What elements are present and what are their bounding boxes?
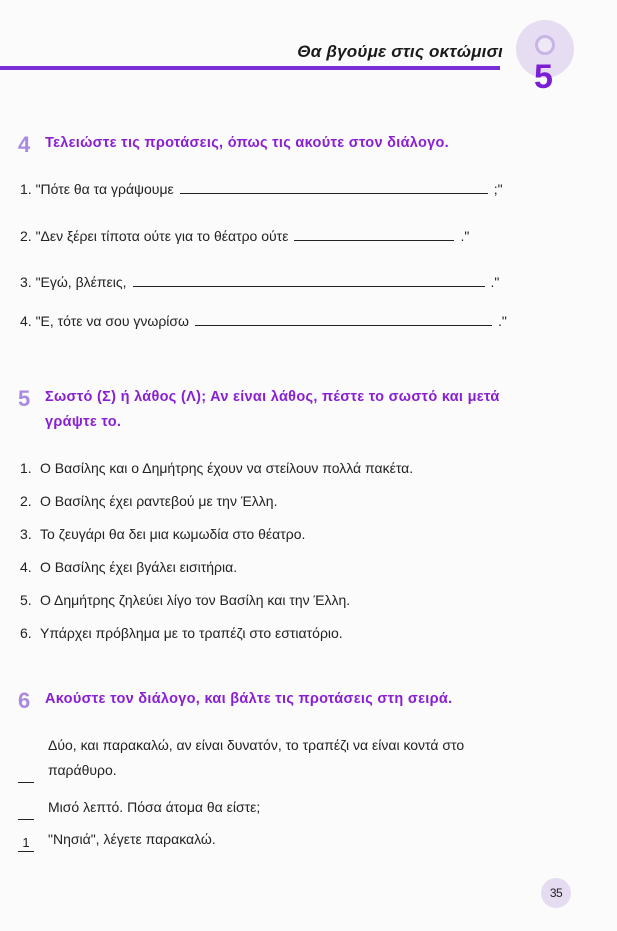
- item-text: Μισό λεπτό. Πόσα άτομα θα είστε;: [48, 799, 261, 815]
- item-text: Ο Δημήτρης ζηλεύει λίγο τον Βασίλη και την Έλλη.: [40, 592, 351, 608]
- ordering-item: [18, 795, 260, 820]
- answer-blank[interactable]: [133, 274, 485, 287]
- exercise-instruction: Ακούστε τον διάλογο, και βάλτε τις προτάσεις στη σειρά.: [45, 691, 453, 707]
- page-number-badge: 35: [541, 878, 571, 908]
- ordering-item: [18, 733, 464, 783]
- sentence-prefix: 3. "Εγώ, βλέπεις,: [20, 274, 127, 290]
- true-false-item: [20, 460, 413, 476]
- item-number: 5.: [20, 592, 32, 608]
- sentence-prefix: 4. "Ε, τότε να σου γνωρίσω: [20, 313, 189, 329]
- item-text: Το ζευγάρι θα δει μια κωμωδία στο θέατρο.: [40, 526, 306, 542]
- order-slot[interactable]: [18, 803, 34, 820]
- item-text-line-1: Δύο, και παρακαλώ, αν είναι δυνατόν, το τραπέζι να είναι κοντά στο: [48, 737, 465, 753]
- fill-blank-item: [20, 273, 499, 291]
- item-text-line-2: παράθυρο.: [48, 762, 117, 778]
- true-false-item: [20, 493, 278, 509]
- item-text: Υπάρχει πρόβλημα με το τραπέζι στο εστιατόριο.: [40, 625, 343, 641]
- item-number: 6.: [20, 625, 32, 641]
- item-number: 2.: [20, 493, 32, 509]
- exercise-number: 6: [18, 688, 31, 713]
- order-slot[interactable]: 1: [18, 835, 34, 852]
- exercise-instruction-line-2: γράψτε το.: [45, 414, 122, 430]
- true-false-item: [20, 625, 343, 641]
- true-false-item: [20, 592, 350, 608]
- exercise-6-heading: [18, 690, 452, 712]
- answer-blank[interactable]: [195, 313, 492, 326]
- fill-blank-item: [20, 227, 469, 245]
- sentence-suffix: .": [460, 228, 470, 244]
- ordering-item: [18, 827, 216, 852]
- lesson-title: Θα βγούμε στις οκτώμισι: [297, 42, 503, 61]
- exercise-4-heading: [18, 134, 449, 156]
- answer-blank[interactable]: [180, 181, 488, 194]
- item-number: 1.: [20, 460, 32, 476]
- sentence-suffix: ;": [493, 181, 503, 197]
- true-false-item: [20, 559, 237, 575]
- item-text: Ο Βασίλης έχει βγάλει εισιτήρια.: [40, 559, 238, 575]
- sentence-suffix: .": [490, 274, 500, 290]
- item-text: "Νησιά", λέγετε παρακαλώ.: [48, 831, 216, 847]
- unit-number: 5: [534, 58, 553, 96]
- item-text: Ο Βασίλης έχει ραντεβού με την Έλλη.: [40, 493, 278, 509]
- true-false-item: [20, 526, 305, 542]
- exercise-number: 5: [18, 386, 31, 411]
- exercise-instruction-line-1: Σωστό (Σ) ή λάθος (Λ); Αν είναι λάθος, πέστε το σωστό και μετά: [45, 389, 500, 405]
- cd-ring: [535, 35, 555, 55]
- sentence-suffix: .": [497, 313, 507, 329]
- exercise-5-heading: [18, 388, 500, 435]
- item-number: 4.: [20, 559, 32, 575]
- fill-blank-item: [20, 312, 507, 330]
- order-slot[interactable]: [18, 766, 34, 783]
- exercise-number: 4: [18, 132, 31, 157]
- item-text: Ο Βασίλης και ο Δημήτρης έχουν να στείλουν πολλά πακέτα.: [40, 460, 414, 476]
- fill-blank-item: [20, 180, 503, 198]
- answer-blank[interactable]: [294, 228, 454, 241]
- sentence-prefix: 1. "Πότε θα τα γράψουμε: [20, 181, 174, 197]
- sentence-prefix: 2. "Δεν ξέρει τίποτα ούτε για το θέατρο ούτε: [20, 228, 289, 244]
- exercise-instruction: Τελειώστε τις προτάσεις, όπως τις ακούτε στον διάλογο.: [45, 135, 449, 151]
- header-divider: [0, 66, 500, 70]
- item-number: 3.: [20, 526, 32, 542]
